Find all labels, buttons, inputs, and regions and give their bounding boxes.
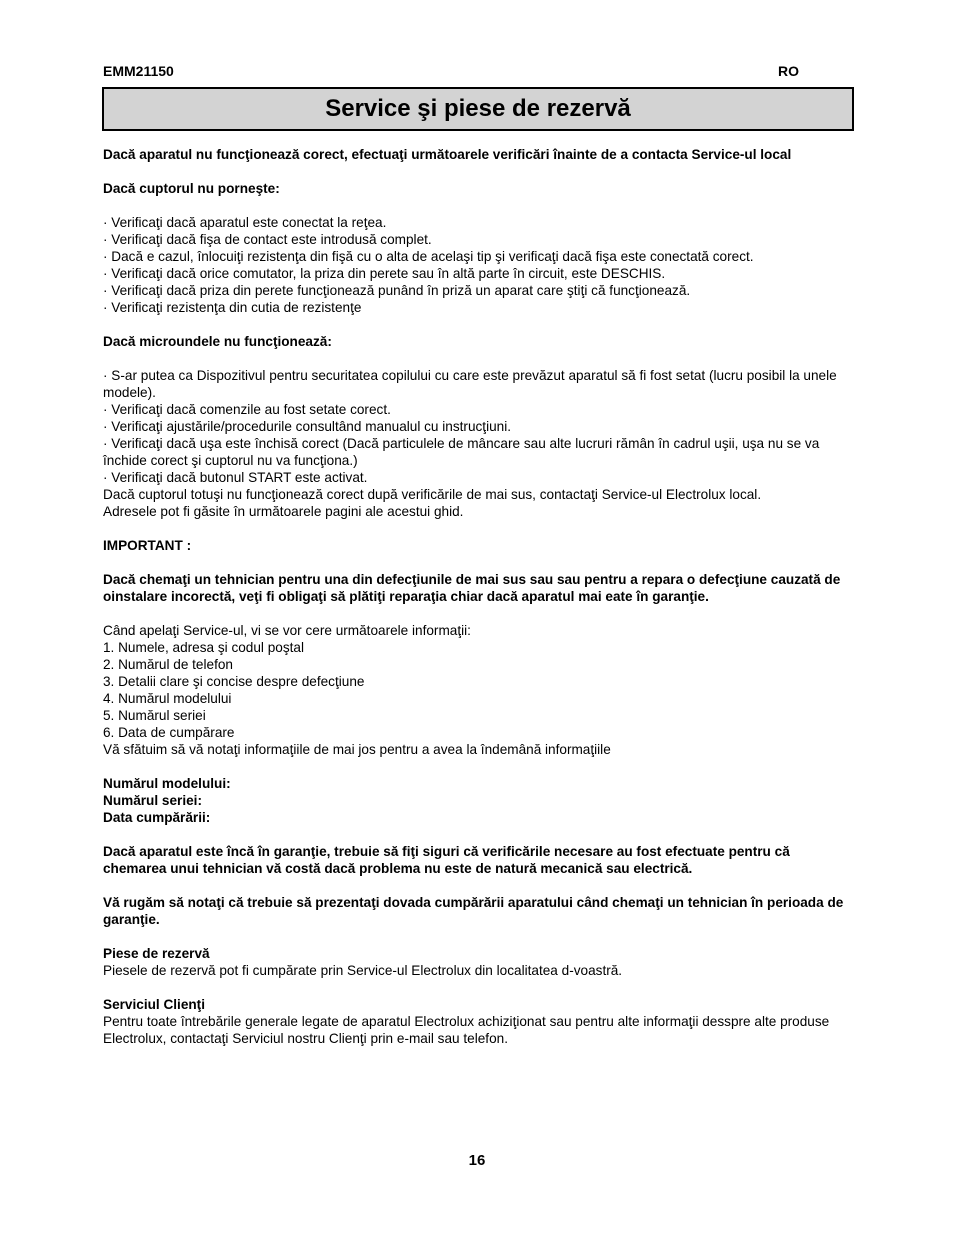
section2-item: · Verificaţi ajustările/procedurile consultând manualul cu instrucţiuni. <box>103 419 512 434</box>
info-item: 4. Numărul modelului <box>103 691 232 706</box>
page-title: Service şi piese de rezervă <box>325 95 631 122</box>
spare-parts-text: Piesele de rezervă pot fi cumpărate prin Service-ul Electrolux din localitatea d-voastră. <box>103 963 623 978</box>
customer-service-text: Pentru toate întrebările generale legate de aparatul Electrolux achiziţionat sau pentru alte informaţii desspre alte produse Electrolux, contactaţi Serviciul nostru Clienţi prin e-mail sau telefon. <box>103 1014 830 1046</box>
field-purchase-date: Data cumpărării: <box>103 810 211 825</box>
model-number: EMM21150 <box>103 63 174 79</box>
page-number: 16 <box>468 1152 486 1169</box>
info-item: 6. Data de cumpărare <box>103 725 235 740</box>
section1-item: · Verificaţi dacă orice comutator, la priza din perete sau în altă parte în circuit, este DESCHIS. <box>103 266 666 281</box>
section1-item: · Verificaţi dacă aparatul este conectat la reţea. <box>103 215 387 230</box>
field-serial: Numărul seriei: <box>103 793 202 808</box>
spare-parts-heading: Piese de rezervă <box>103 946 210 961</box>
warranty-note-2: Vă rugăm să notaţi că trebuie să prezentaţi dovada cumpărării aparatului când chemaţi un tehnician în perioada de garanţie. <box>103 895 844 927</box>
section1-item: · Verificaţi dacă priza din perete funcţionează punând în priză un aparat care ştiţi că funcţionează. <box>103 283 691 298</box>
section2-item: · Verificaţi dacă comenzile au fost setate corect. <box>103 402 391 417</box>
info-item: 5. Numărul seriei <box>103 708 206 723</box>
section1-item: · Dacă e cazul, înlocuiţi rezistenţa din fişă cu o alta de acelaşi tip şi verificaţi dacă fişa este conectată corect. <box>103 249 754 264</box>
customer-service-heading: Serviciul Clienţi <box>103 997 205 1012</box>
section2-item: · Verificaţi dacă butonul START este activat. <box>103 470 368 485</box>
document-body <box>103 146 848 1047</box>
section2-item: Dacă cuptorul totuşi nu funcţionează corect după verificările de mai sus, contactaţi Service-ul Electrolux local. <box>103 487 762 502</box>
section1-item: · Verificaţi rezistenţa din cutia de rezistenţe <box>103 300 362 315</box>
important-text: Dacă chemaţi un tehnician pentru una din defecţiunile de mai sus sau sau pentru a repara o defecţiune cauzată de oinstalare incorectă, veţi fi obligaţi să plătiţi reparaţia chiar dacă aparatul mai eate în garanţie. <box>103 572 841 604</box>
section2-item: Adresele pot fi găsite în următoarele pagini ale acestui ghid. <box>103 504 464 519</box>
section2-item: · Verificaţi dacă uşa este închisă corect (Dacă particulele de mâncare sau alte lucruri rămân în cadrul uşii, uşa nu se va închide corect şi cuptorul nu va funcţiona.) <box>103 436 820 468</box>
info-item: 2. Numărul de telefon <box>103 657 233 672</box>
info-intro: Când apelaţi Service-ul, vi se vor cere următoarele informaţii: <box>103 623 471 638</box>
intro-text: Dacă aparatul nu funcţionează corect, efectuaţi următoarele verificări înainte de a contacta Service-ul local <box>103 147 792 162</box>
important-heading: IMPORTANT : <box>103 538 192 553</box>
section1-heading: Dacă cuptorul nu porneşte: <box>103 181 280 196</box>
field-model: Numărul modelului: <box>103 776 231 791</box>
section2-heading: Dacă microundele nu funcţionează: <box>103 334 332 349</box>
section2-item: · S-ar putea ca Dispozitivul pentru securitatea copilului cu care este prevăzut aparatul să fi fost setat (lucru posibil la unele modele). <box>103 368 837 400</box>
warranty-note-1: Dacă aparatul este încă în garanţie, trebuie să fiţi siguri că verificările necesare au fost efectuate pentru că chemarea unui tehnician vă costă dacă problema nu este de natură mecanică sau electrică. <box>103 844 790 876</box>
info-advice: Vă sfătuim să vă notaţi informaţiile de mai jos pentru a avea la îndemână informaţiile <box>103 742 611 757</box>
section1-item: · Verificaţi dacă fişa de contact este introdusă complet. <box>103 232 432 247</box>
info-item: 3. Detalii clare şi concise despre defecţiune <box>103 674 365 689</box>
title-box <box>102 87 854 131</box>
info-item: 1. Numele, adresa şi codul poştal <box>103 640 304 655</box>
language-code: RO <box>778 63 799 79</box>
